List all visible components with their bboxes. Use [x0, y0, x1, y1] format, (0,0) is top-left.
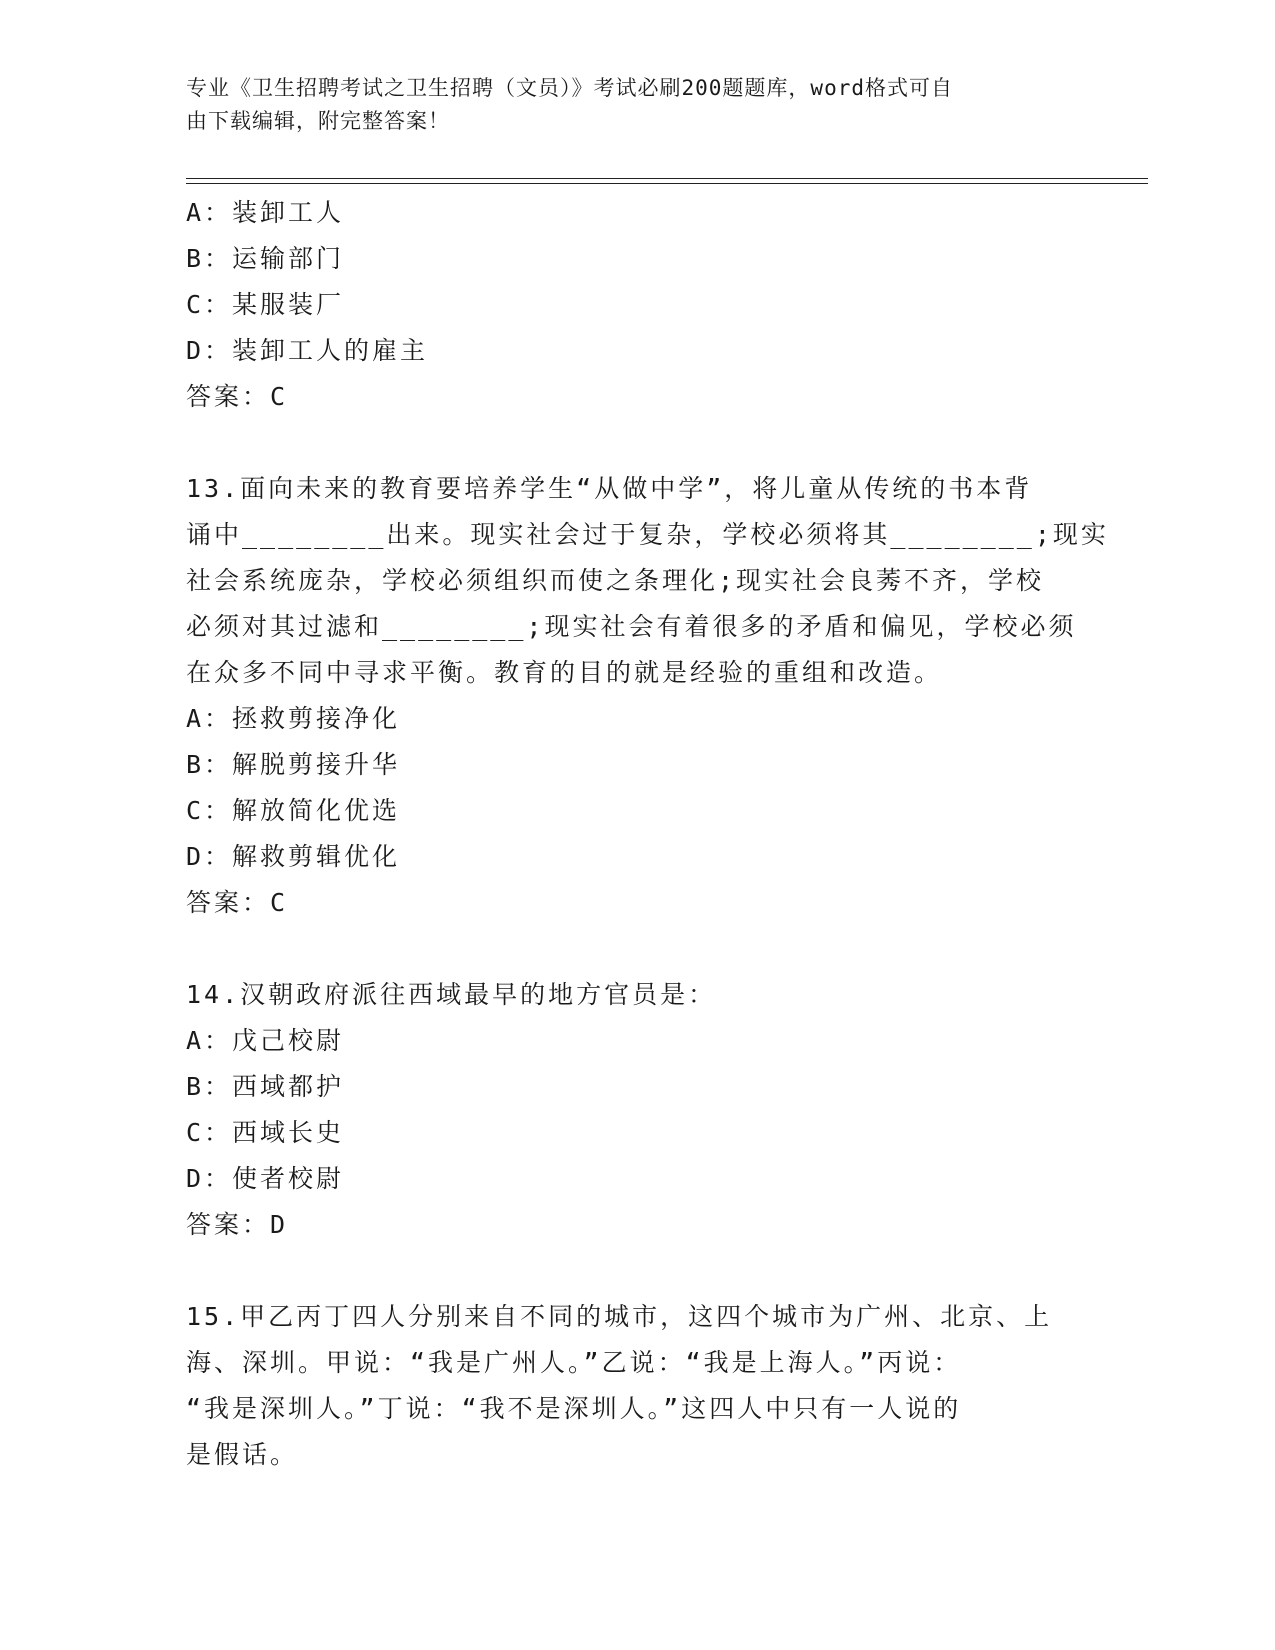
document-header	[186, 72, 1066, 138]
q13-option-b: B：解脱剪接升华	[186, 750, 401, 779]
question-12-tail	[186, 190, 1106, 420]
header-rule-top	[186, 178, 1148, 179]
question-14	[186, 972, 1106, 1248]
header-rule-bottom	[186, 183, 1148, 184]
q15-stem-line: “我是深圳人。”丁说：“我不是深圳人。”这四人中只有一人说的	[186, 1394, 962, 1423]
q13-stem-line: 必须对其过滤和________;现实社会有着很多的矛盾和偏见，学校必须	[186, 612, 1077, 641]
q13-stem-line: 诵中________出来。现实社会过于复杂，学校必须将其________;现实	[186, 520, 1109, 549]
q12-option-b: B：运输部门	[186, 244, 345, 273]
q13-option-c: C：解放简化优选	[186, 796, 401, 825]
header-line-1: 专业《卫生招聘考试之卫生招聘（文员）》考试必刷200题题库，word格式可自	[186, 76, 953, 100]
q13-stem	[186, 466, 1109, 696]
q14-option-c: C：西域长史	[186, 1118, 345, 1147]
q15-stem-line: 是假话。	[186, 1440, 299, 1469]
spacer	[186, 1248, 1106, 1294]
q13-answer: 答案：C	[186, 888, 289, 917]
q12-answer: 答案：C	[186, 382, 289, 411]
q15-stem-line: 15.甲乙丙丁四人分别来自不同的城市，这四个城市为广州、北京、上	[186, 1302, 1053, 1331]
spacer	[186, 926, 1106, 972]
spacer	[186, 420, 1106, 466]
q14-answer: 答案：D	[186, 1210, 289, 1239]
q12-option-a: A：装卸工人	[186, 198, 345, 227]
q13-option-d: D：解救剪辑优化	[186, 842, 401, 871]
q13-stem-line: 在众多不同中寻求平衡。教育的目的就是经验的重组和改造。	[186, 658, 943, 687]
q14-option-d: D：使者校尉	[186, 1164, 345, 1193]
q12-option-c: C：某服装厂	[186, 290, 345, 319]
question-15	[186, 1294, 1106, 1478]
question-list	[186, 190, 1109, 1478]
q13-stem-line: 13.面向未来的教育要培养学生“从做中学”，将儿童从传统的书本背	[186, 474, 1033, 503]
q15-stem-line: 海、深圳。甲说：“我是广州人。”乙说：“我是上海人。”丙说：	[186, 1348, 962, 1377]
q13-option-a: A：拯救剪接净化	[186, 704, 401, 733]
q15-stem	[186, 1294, 1106, 1478]
q14-stem-line: 14.汉朝政府派往西域最早的地方官员是：	[186, 980, 717, 1009]
q12-option-d: D：装卸工人的雇主	[186, 336, 429, 365]
q14-stem	[186, 972, 1106, 1018]
header-line-2: 由下载编辑，附完整答案！	[186, 109, 450, 133]
q14-option-b: B：西域都护	[186, 1072, 345, 1101]
question-13	[186, 466, 1109, 926]
q13-stem-line: 社会系统庞杂，学校必须组织而使之条理化;现实社会良莠不齐，学校	[186, 566, 1045, 595]
q14-option-a: A：戊己校尉	[186, 1026, 345, 1055]
